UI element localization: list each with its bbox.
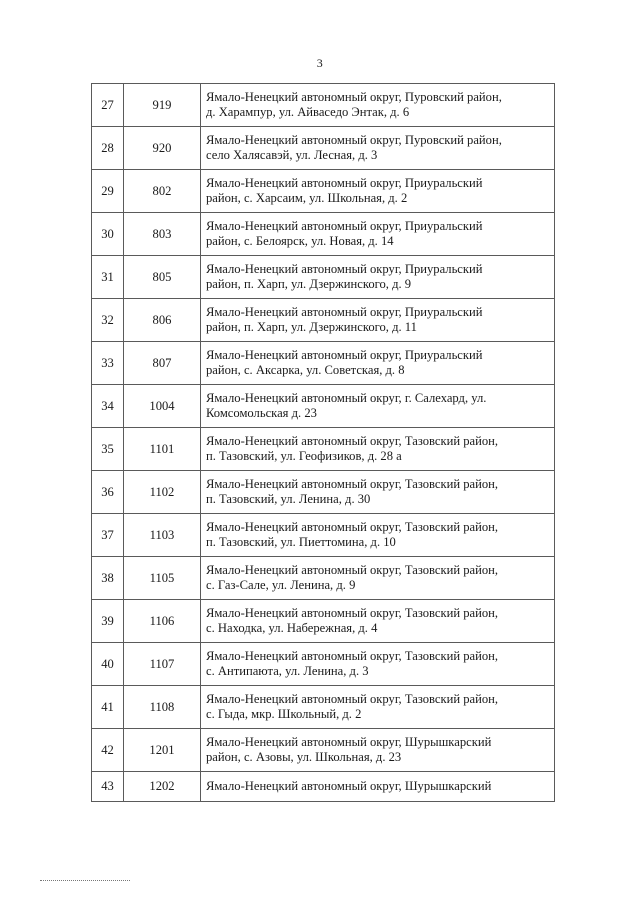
code-cell: 1101 <box>124 428 201 471</box>
address-cell: Ямало-Ненецкий автономный округ, Шурышкарский район, с. Азовы, ул. Школьная, д. 23 <box>201 729 555 772</box>
table-row <box>92 471 555 514</box>
table-row <box>92 772 555 802</box>
row-number-cell: 36 <box>92 471 124 514</box>
code-cell: 807 <box>124 342 201 385</box>
page-number: 3 <box>316 56 324 70</box>
table-row <box>92 428 555 471</box>
code-cell: 1108 <box>124 686 201 729</box>
code-cell: 1201 <box>124 729 201 772</box>
table-row <box>92 170 555 213</box>
table-row <box>92 256 555 299</box>
row-number-cell: 29 <box>92 170 124 213</box>
row-number-cell: 41 <box>92 686 124 729</box>
row-number-cell: 32 <box>92 299 124 342</box>
table-row <box>92 729 555 772</box>
address-cell: Ямало-Ненецкий автономный округ, Тазовский район, с. Антипаюта, ул. Ленина, д. 3 <box>201 643 555 686</box>
code-cell: 805 <box>124 256 201 299</box>
row-number-cell: 31 <box>92 256 124 299</box>
table-row <box>92 213 555 256</box>
code-cell: 1102 <box>124 471 201 514</box>
table-row <box>92 686 555 729</box>
row-number-cell: 28 <box>92 127 124 170</box>
code-cell: 1103 <box>124 514 201 557</box>
row-number-cell: 43 <box>92 772 124 802</box>
table-row <box>92 385 555 428</box>
code-cell: 802 <box>124 170 201 213</box>
address-cell: Ямало-Ненецкий автономный округ, Тазовский район, п. Тазовский, ул. Пиеттомина, д. 10 <box>201 514 555 557</box>
address-cell: Ямало-Ненецкий автономный округ, Шурышкарский <box>201 772 555 802</box>
address-cell: Ямало-Ненецкий автономный округ, Приуральский район, с. Аксарка, ул. Советская, д. 8 <box>201 342 555 385</box>
address-cell: Ямало-Ненецкий автономный округ, Приуральский район, с. Белоярск, ул. Новая, д. 14 <box>201 213 555 256</box>
row-number-cell: 35 <box>92 428 124 471</box>
row-number-cell: 34 <box>92 385 124 428</box>
address-cell: Ямало-Ненецкий автономный округ, г. Салехард, ул. Комсомольская д. 23 <box>201 385 555 428</box>
row-number-cell: 27 <box>92 84 124 127</box>
code-cell: 1202 <box>124 772 201 802</box>
table-row <box>92 84 555 127</box>
code-cell: 920 <box>124 127 201 170</box>
code-cell: 806 <box>124 299 201 342</box>
table-row <box>92 600 555 643</box>
address-cell: Ямало-Ненецкий автономный округ, Тазовский район, с. Гыда, мкр. Школьный, д. 2 <box>201 686 555 729</box>
row-number-cell: 40 <box>92 643 124 686</box>
address-cell: Ямало-Ненецкий автономный округ, Пуровский район, село Халясавэй, ул. Лесная, д. 3 <box>201 127 555 170</box>
row-number-cell: 38 <box>92 557 124 600</box>
table-row <box>92 299 555 342</box>
address-cell: Ямало-Ненецкий автономный округ, Тазовский район, п. Тазовский, ул. Геофизиков, д. 28 а <box>201 428 555 471</box>
table-row <box>92 127 555 170</box>
table-row <box>92 342 555 385</box>
code-cell: 1106 <box>124 600 201 643</box>
code-cell: 803 <box>124 213 201 256</box>
address-cell: Ямало-Ненецкий автономный округ, Пуровский район, д. Харампур, ул. Айваседо Энтак, д. 6 <box>201 84 555 127</box>
table-row <box>92 643 555 686</box>
code-cell: 1107 <box>124 643 201 686</box>
code-cell: 1105 <box>124 557 201 600</box>
table-body <box>92 84 555 802</box>
row-number-cell: 42 <box>92 729 124 772</box>
address-cell: Ямало-Ненецкий автономный округ, Тазовский район, с. Газ-Сале, ул. Ленина, д. 9 <box>201 557 555 600</box>
row-number-cell: 39 <box>92 600 124 643</box>
address-cell: Ямало-Ненецкий автономный округ, Приуральский район, п. Харп, ул. Дзержинского, д. 11 <box>201 299 555 342</box>
address-cell: Ямало-Ненецкий автономный округ, Приуральский район, п. Харп, ул. Дзержинского, д. 9 <box>201 256 555 299</box>
address-table <box>91 83 555 802</box>
address-cell: Ямало-Ненецкий автономный округ, Тазовский район, п. Тазовский, ул. Ленина, д. 30 <box>201 471 555 514</box>
table-row <box>92 514 555 557</box>
code-cell: 919 <box>124 84 201 127</box>
row-number-cell: 30 <box>92 213 124 256</box>
address-cell: Ямало-Ненецкий автономный округ, Приуральский район, с. Харсаим, ул. Школьная, д. 2 <box>201 170 555 213</box>
row-number-cell: 37 <box>92 514 124 557</box>
code-cell: 1004 <box>124 385 201 428</box>
table-row <box>92 557 555 600</box>
row-number-cell: 33 <box>92 342 124 385</box>
footnote-divider <box>40 880 130 881</box>
address-cell: Ямало-Ненецкий автономный округ, Тазовский район, с. Находка, ул. Набережная, д. 4 <box>201 600 555 643</box>
